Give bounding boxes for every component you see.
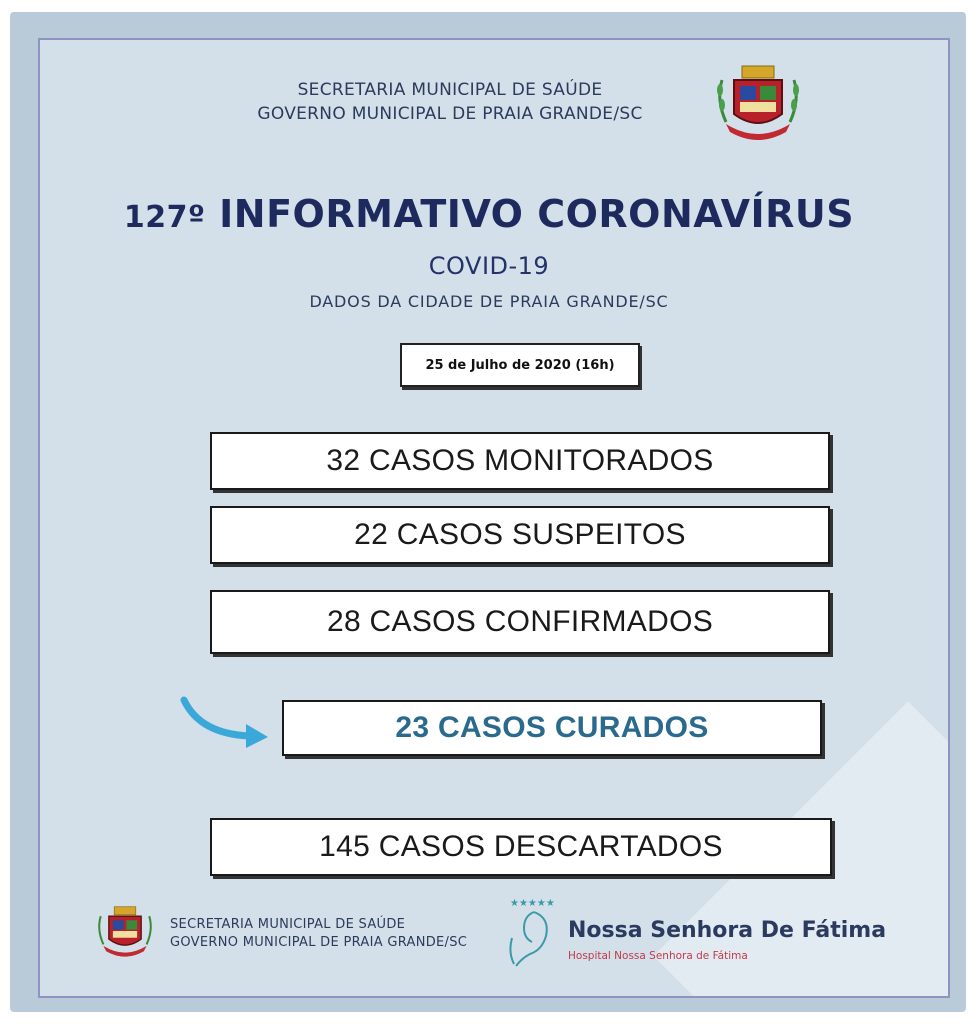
municipal-crest-icon xyxy=(712,60,804,144)
arrow-icon xyxy=(180,694,272,754)
hospital-logo-icon xyxy=(504,892,564,972)
svg-text:★★★★★: ★★★★★ xyxy=(510,898,555,909)
main-title xyxy=(0,192,978,236)
stat-confirmed: 28 CASOS CONFIRMADOS xyxy=(210,590,830,654)
stat-cured: 23 CASOS CURADOS xyxy=(282,700,822,756)
stat-monitored: 32 CASOS MONITORADOS xyxy=(210,432,830,490)
stat-discarded: 145 CASOS DESCARTADOS xyxy=(210,818,832,876)
footer-line-2: GOVERNO MUNICIPAL DE PRAIA GRANDE/SC xyxy=(170,935,468,950)
header-line-2: GOVERNO MUNICIPAL DE PRAIA GRANDE/SC xyxy=(257,104,643,124)
edition-number: 127º xyxy=(123,200,206,235)
footer-line-1: SECRETARIA MUNICIPAL DE SAÚDE xyxy=(170,917,406,932)
hospital-name: Nossa Senhora De Fátima xyxy=(568,918,887,943)
date-box: 25 de Julho de 2020 (16h) xyxy=(400,343,640,387)
header-line-1: SECRETARIA MUNICIPAL DE SAÚDE xyxy=(297,80,603,100)
subtitle: COVID-19 xyxy=(428,252,550,280)
title-text: INFORMATIVO CORONAVÍRUS xyxy=(219,192,855,236)
location-line: DADOS DA CIDADE DE PRAIA GRANDE/SC xyxy=(309,292,669,311)
footer-crest-icon xyxy=(94,902,156,960)
stat-suspected: 22 CASOS SUSPEITOS xyxy=(210,506,830,564)
hospital-subtitle: Hospital Nossa Senhora de Fátima xyxy=(568,950,748,962)
